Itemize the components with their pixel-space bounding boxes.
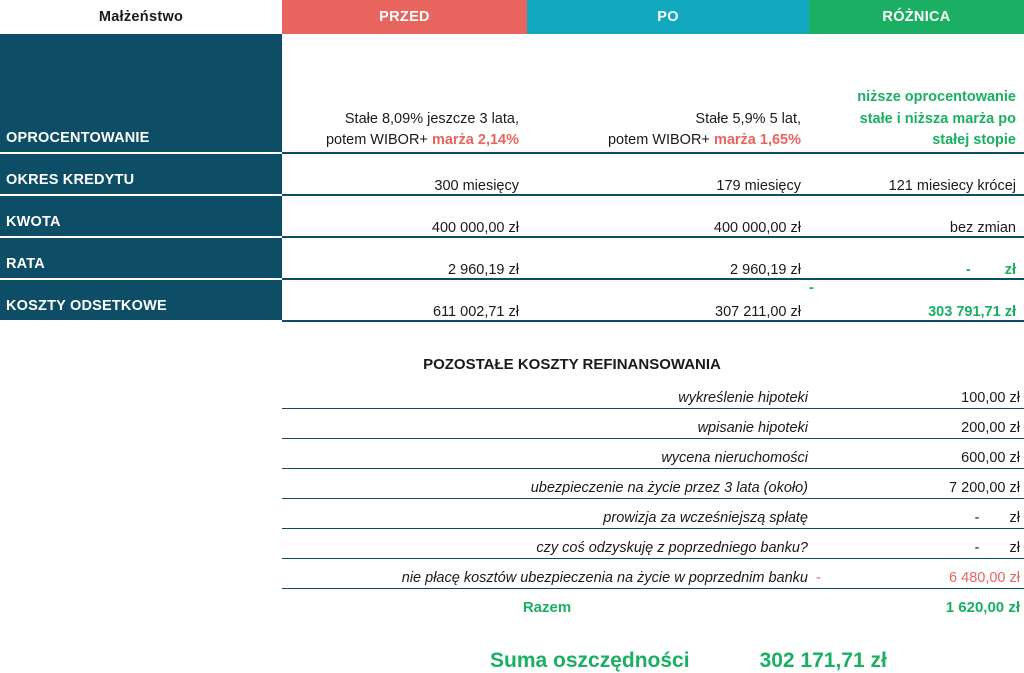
cost-label: wycena nieruchomości (282, 439, 812, 469)
installment-diff-unit: zł (1004, 262, 1016, 278)
row-label-interest-costs: KOSZTY ODSETKOWE (0, 279, 282, 321)
interest-after-line1: Stałe 5,9% 5 lat, (695, 110, 801, 127)
cost-value: 200,00 zł (826, 409, 1024, 439)
cost-value: 100,00 zł (826, 379, 1024, 409)
table-row (0, 195, 1024, 237)
cell-period-difference: 121 miesiecy krócej (809, 153, 1024, 195)
table-row (0, 279, 1024, 321)
cost-value: 600,00 zł (826, 439, 1024, 469)
other-costs-table (282, 379, 1024, 627)
cell-amount-before: 400 000,00 zł (282, 195, 527, 237)
cost-minus: - (812, 559, 826, 589)
cell-interest-difference (809, 34, 1024, 153)
cost-value: 7 200,00 zł (826, 469, 1024, 499)
header-after: PO (527, 0, 809, 34)
total-label: Razem (522, 598, 572, 616)
interest-before-line1: Stałe 8,09% jeszcze 3 lata, (344, 110, 519, 127)
cost-dash: - (974, 540, 980, 556)
interest-after-prefix: potem WIBOR+ (607, 132, 714, 149)
cost-label: czy coś odzyskuję z poprzedniego banku? (282, 529, 812, 559)
list-item (282, 439, 1024, 469)
total-minus (812, 589, 826, 628)
cost-minus (812, 499, 826, 529)
comparison-table (0, 0, 1024, 322)
savings-label: Suma oszczędności (490, 649, 690, 672)
row-label-amount: KWOTA (0, 195, 282, 237)
table-row (0, 34, 1024, 153)
cost-label: nie płacę kosztów ubezpieczenia na życie w poprzednim banku (282, 559, 812, 589)
list-item (282, 499, 1024, 529)
other-costs-section (0, 356, 1024, 627)
table-header-row (0, 0, 1024, 34)
interest-before-line2 (290, 130, 519, 152)
table-row (0, 237, 1024, 279)
cell-installment-after: 2 960,19 zł (527, 237, 809, 279)
list-item (282, 559, 1024, 589)
savings-value: 302 171,71 zł (759, 649, 887, 672)
cell-amount-after: 400 000,00 zł (527, 195, 809, 237)
row-label-period: OKRES KREDYTU (0, 153, 282, 195)
cost-unit: zł (1009, 540, 1020, 556)
interest-diff-line3: stałej stopie (932, 132, 1016, 149)
row-label-interest: OPROCENTOWANIE (0, 34, 282, 153)
list-item (282, 529, 1024, 559)
header-difference: RÓŻNICA (809, 0, 1024, 34)
interest-diff-line1: niższe oprocentowanie (857, 88, 1016, 105)
total-row (282, 589, 1024, 628)
cell-period-before: 300 miesięcy (282, 153, 527, 195)
interest-after-line2 (535, 130, 801, 152)
cost-value (826, 499, 1024, 529)
list-item (282, 379, 1024, 409)
cost-label: ubezpieczenie na życie przez 3 lata (około) (282, 469, 812, 499)
cost-label: wykreślenie hipoteki (282, 379, 812, 409)
cell-amount-difference: bez zmian (809, 195, 1024, 237)
cost-minus (812, 409, 826, 439)
interest-costs-diff-minus: - (809, 280, 814, 296)
cost-dash: - (974, 510, 980, 526)
header-label: Małżeństwo (0, 0, 282, 34)
total-value: 1 620,00 zł (945, 598, 1020, 616)
cell-interest-before (282, 34, 527, 153)
cell-installment-before: 2 960,19 zł (282, 237, 527, 279)
cell-period-after: 179 miesięcy (527, 153, 809, 195)
savings-summary (0, 649, 1024, 673)
list-item (282, 469, 1024, 499)
cost-minus (812, 439, 826, 469)
installment-diff-dash: - (965, 262, 971, 278)
cost-minus (812, 529, 826, 559)
cell-interest-after (527, 34, 809, 153)
interest-diff-line2: stałe i niższa marża po (859, 110, 1016, 127)
interest-costs-diff-value: 303 791,71 zł (928, 304, 1016, 320)
cell-installment-difference (809, 237, 1024, 279)
table-row (0, 153, 1024, 195)
list-item (282, 409, 1024, 439)
header-before: PRZED (282, 0, 527, 34)
cost-label: prowizja za wcześniejszą spłatę (282, 499, 812, 529)
interest-before-margin: marża 2,14% (431, 132, 519, 149)
cell-interest-costs-after: 307 211,00 zł (527, 279, 809, 321)
cell-interest-costs-before: 611 002,71 zł (282, 279, 527, 321)
cost-label: wpisanie hipoteki (282, 409, 812, 439)
cost-value (826, 529, 1024, 559)
cost-value: 6 480,00 zł (826, 559, 1024, 589)
cost-minus (812, 379, 826, 409)
cost-unit: zł (1009, 510, 1020, 526)
other-costs-title: POZOSTAŁE KOSZTY REFINANSOWANIA (423, 356, 721, 373)
row-label-installment: RATA (0, 237, 282, 279)
interest-after-margin: marża 1,65% (713, 132, 801, 149)
interest-before-prefix: potem WIBOR+ (325, 132, 432, 149)
cost-minus (812, 469, 826, 499)
cell-interest-costs-difference (809, 279, 1024, 321)
